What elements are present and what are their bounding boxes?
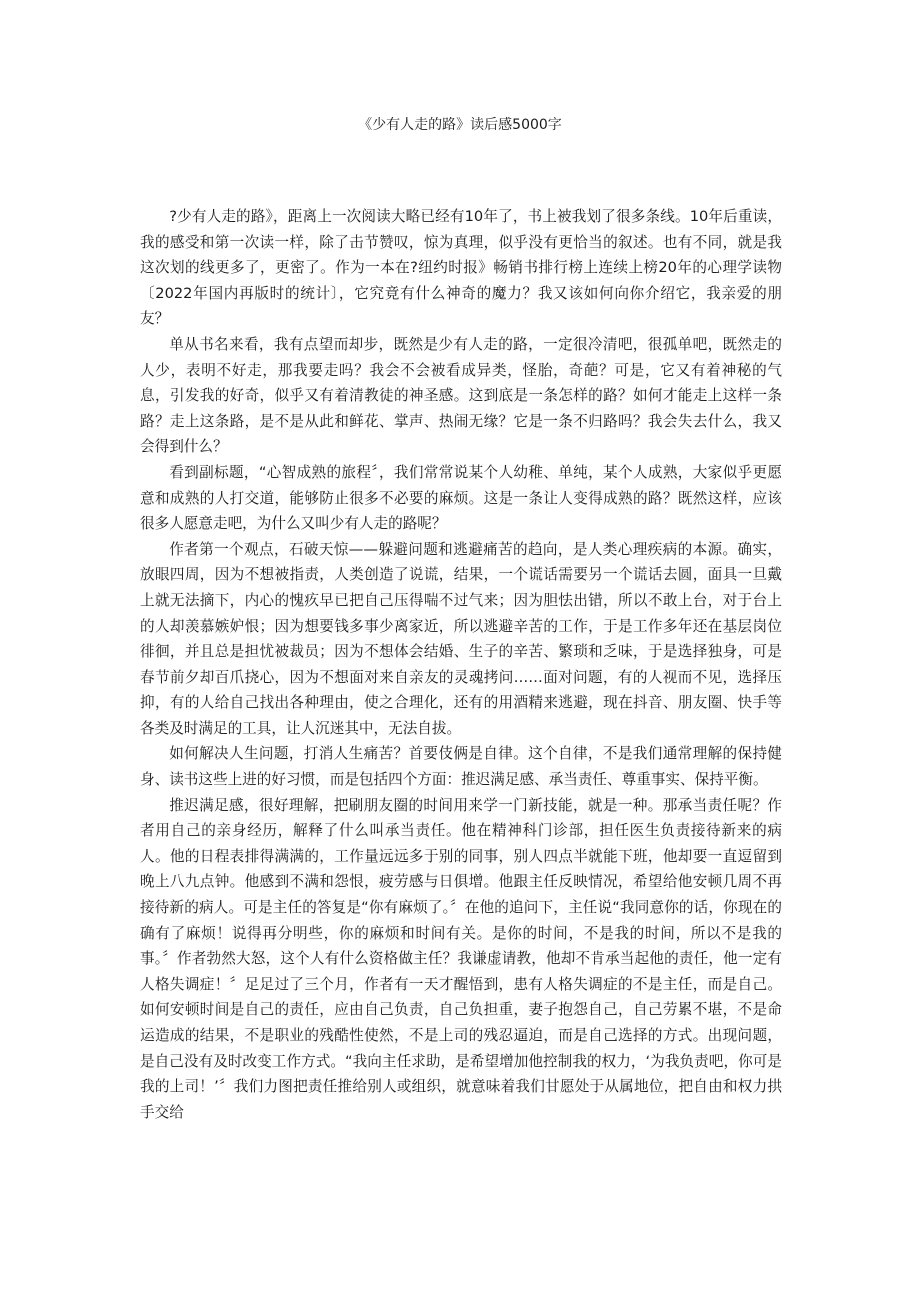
paragraph: 看到副标题，“心智成熟的旅程〞，我们常常说某个人幼稚、单纯，某个人成熟，大家似乎更愿意和成熟的人打交道，能够防止很多不必要的麻烦。这是一条让人变得成熟的路？既然这样，应该很多人愿意走吧，为什么又叫少有人走的路呢？ <box>140 463 782 533</box>
paragraph: 单从书名来看，我有点望而却步，既然是少有人走的路，一定很冷清吧，很孤单吧，既然走的人少，表明不好走，那我要走吗？我会不会被看成异类，怪胎，奇葩？可是，它又有着神秘的气息，引发我的好奇，似乎又有着清教徒的神圣感。这到底是一条怎样的路？如何才能走上这样一条路？走上这条路，是不是从此和鲜花、掌声、热闹无缘？它是一条不归路吗？我会失去什么，我又会得到什么？ <box>140 335 782 456</box>
paragraph: 如何解决人生问题，打消人生痛苦？首要伎俩是自律。这个自律，不是我们通常理解的保持健身、读书这些上进的好习惯，而是包括四个方面：推迟满足感、承当责任、尊重事实、保持平衡。 <box>140 745 782 789</box>
document-body <box>140 204 782 1125</box>
paragraph: ?少有人走的路》，距离上一次阅读大略已经有10年了，书上被我划了很多条线。10年后重读，我的感受和第一次读一样，除了击节赞叹，惊为真理，似乎没有更恰当的叙述。也有不同，就是我这次划的线更多了，更密了。作为一本在?纽约时报》畅销书排行榜上连续上榜20年的心理学读物〔2022年国内再版时的统计〕，它究竟有什么神奇的魔力？我又该如何向你介绍它，我亲爱的朋友？ <box>140 208 782 328</box>
document-title: 《少有人走的路》读后感5000字 <box>358 117 562 133</box>
paragraph: 作者第一个观点，石破天惊——躲避问题和逃避痛苦的趋向，是人类心理疾病的本源。确实，放眼四周，因为不想被指责，人类创造了说谎，结果，一个谎话需要另一个谎话去圆，面具一旦戴上就无法摘下，内心的愧疚早已把自己压得喘不过气来；因为胆怯出错，所以不敢上台，对于台上的人却羡慕嫉妒恨；因为想要钱多事少离家近，所以逃避辛苦的工作，于是工作多年还在基层岗位徘徊，并且总是担忧被裁员；因为不想体会结婚、生子的辛苦、繁琐和乏味，于是选择独身，可是春节前夕却百爪挠心，因为不想面对来自亲友的灵魂拷问……面对问题，有的人视而不见，选择压抑，有的人给自己找出各种理由，使之合理化，还有的用酒精来逃避，现在抖音、朋友圈、快手等各类及时满足的工具，让人沉迷其中，无法自拔。 <box>140 540 782 737</box>
paragraph: 推迟满足感，很好理解，把刷朋友圈的时间用来学一门新技能，就是一种。那承当责任呢？作者用自己的亲身经历，解释了什么叫承当责任。他在精神科门诊部，担任医生负责接待新来的病人。他的日程表排得满满的，工作量远远多于别的同事，别人四点半就能下班，他却要一直逗留到晚上八九点钟。他感到不满和怨恨，疲劳感与日俱增。他跟主任反映情况，希望给他安顿几周不再接待新的病人。可是主任的答复是“你有麻烦了。〞在他的追问下，主任说“我同意你的话，你现在的确有了麻烦！说得再分明些，你的麻烦和时间有关。是你的时间，不是我的时间，所以不是我的事。〞作者勃然大怒，这个人有什么资格做主任？我谦虚请教，他却不肯承当起他的责任，他一定有人格失调症！〞足足过了三个月，作者有一天才醒悟到，患有人格失调症的不是主任，而是自己。如何安顿时间是自己的责任，应由自己负责，自己负担重，妻子抱怨自己，自己劳累不堪，不是命运造成的结果，不是职业的残酷性使然，不是上司的残忍逼迫，而是自己选择的方式。出现问题，是自己没有及时改变工作方式。“我向主任求助，是希望增加他控制我的权力，‘为我负责吧，你可是我的上司！’〞我们力图把责任推给别人或组织，就意味着我们甘愿处于从属地位，把自由和权力拱手交给 <box>140 796 782 1121</box>
